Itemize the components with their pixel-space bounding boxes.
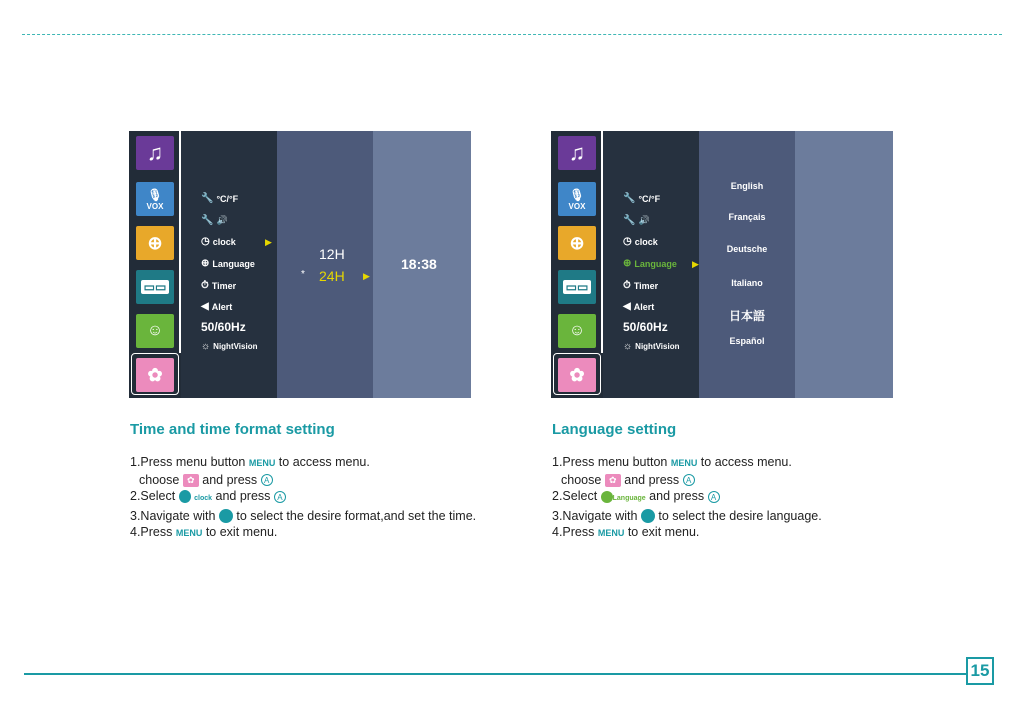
right-panel [795,131,893,398]
menu-item-label: Alert [633,301,655,312]
sidebar [129,131,181,398]
menu-item-timer [201,280,236,291]
step-text: choose [561,472,605,487]
step-text: 2.Select [130,489,179,503]
menu-item-temp [201,193,238,204]
format-options [277,131,373,398]
vox-label: VOX [568,201,586,211]
menu-item-nightvision [623,341,679,352]
sidebar [551,131,603,398]
menu-item-language [201,258,255,269]
page-number: 15 [966,657,994,685]
menu-item-language [623,258,677,269]
menu-item-label: 🔊 [216,215,228,225]
menu-item-label: Language [212,258,255,269]
timer-icon: ⏱ [201,280,209,291]
step-text: and press [212,489,274,503]
settings-menu [181,131,277,398]
step-text: to select the desire format,and set the time. [232,508,477,523]
step-text: 3.Navigate with [130,508,219,523]
a-button-icon: A [274,491,286,503]
menu-item-label: °C/°F [216,193,239,204]
menu-item-label: Language [634,258,677,269]
language-deutsche: Deutsche [726,244,768,254]
menu-item-nightvision [201,341,257,352]
step-text: 2.Select [552,489,601,503]
selected-star: * [301,269,305,280]
zoom-icon: ⊕ [136,226,174,260]
settings-icon: ✿ [183,474,199,487]
music-icon: ♫ [136,136,174,170]
menu-item-hz [201,320,246,334]
menu-item-label: Timer [633,280,659,291]
light-icon: ☼ [201,341,211,352]
menu-item-volume [201,215,228,226]
wrench-icon: 🔧 [623,193,636,204]
alert-icon: ◀ [623,301,631,312]
step-text: to exit menu. [624,525,700,539]
menu-button-label: MENU [248,458,276,468]
globe-icon [601,491,613,503]
step-text: 1.Press menu button [130,455,249,469]
language-label: Language [612,495,646,502]
menu-item-label: Timer [211,280,237,291]
menu-item-alert [201,301,232,312]
menu-item-label: 50/60Hz [623,320,668,334]
zoom-icon: ⊕ [558,226,596,260]
alert-icon: ◀ [201,301,209,312]
section-heading-time: Time and time format setting [130,421,335,438]
menu-item-label: clock [212,236,236,247]
screen-time-format [129,131,471,398]
step-text: and press [198,472,261,487]
baby-icon: ☺ [136,314,174,348]
step-text: 1.Press menu button [552,455,671,469]
wrench-icon: 🔧 [623,215,636,226]
top-dashed-divider [22,34,1002,35]
baby-icon: ☺ [558,314,596,348]
step-text: to exit menu. [202,525,278,539]
step-text: 4.Press [552,525,598,539]
menu-item-timer [623,280,658,291]
step-text: choose [139,472,183,487]
settings-menu [603,131,699,398]
settings-icon: ✿ [136,358,174,392]
a-button-icon: A [261,474,273,486]
language-francais: Français [728,212,766,222]
language-japanese: 日本語 [728,309,765,323]
clock-icon: ◷ [623,236,632,247]
arrow-right-icon: ▶ [363,271,370,281]
vox-icon: 🎙 VOX [558,182,596,216]
step-text: to select the desire language. [654,508,822,523]
step-text: 3.Navigate with [552,508,641,523]
camera-icon: ▭▭ [558,270,596,304]
navigation-pad-icon [641,509,655,523]
menu-item-temp [623,193,660,204]
timer-icon: ⏱ [623,280,631,291]
menu-item-label: Alert [211,301,233,312]
language-options [699,131,795,398]
light-icon: ☼ [623,341,633,352]
music-icon: ♫ [558,136,596,170]
time-display: 18:38 [401,256,437,272]
step-text: 4.Press [130,525,176,539]
option-12h: 12H [319,246,345,262]
a-button-icon: A [683,474,695,486]
step-text: and press [645,489,708,503]
menu-item-clock [623,236,658,247]
steps-language [552,454,822,542]
menu-item-label: NightVision [213,342,258,351]
a-button-icon: A [708,491,720,503]
settings-selection-box [553,353,601,395]
bottom-divider [24,673,966,675]
wrench-icon: 🔧 [201,215,214,226]
wrench-icon: 🔧 [201,193,214,204]
navigation-pad-icon [219,509,233,523]
menu-item-label: NightVision [635,342,680,351]
menu-item-label: °C/°F [638,193,661,204]
settings-selection-box [131,353,179,395]
arrow-right-icon: ▶ [265,237,272,247]
camera-icon: ▭▭ [136,270,174,304]
globe-icon: ⊕ [623,258,632,269]
language-english: English [730,181,764,191]
menu-item-clock [201,236,236,247]
clock-icon [179,490,191,503]
vox-icon: 🎙 VOX [136,182,174,216]
menu-item-label: 50/60Hz [201,320,246,334]
menu-item-alert [623,301,654,312]
language-espanol: Español [729,336,765,346]
clock-icon: ◷ [201,236,210,247]
language-italiano: Italiano [731,278,763,288]
time-panel [373,131,471,398]
menu-item-label: clock [634,236,658,247]
menu-button-label: MENU [175,528,203,538]
menu-button-label: MENU [597,528,625,538]
vox-label: VOX [146,201,164,211]
menu-item-label: 🔊 [638,215,650,225]
steps-time [130,454,476,542]
step-text: to access menu. [275,455,370,469]
menu-button-label: MENU [670,458,698,468]
settings-icon: ✿ [605,474,621,487]
settings-icon: ✿ [558,358,596,392]
globe-icon: ⊕ [201,258,210,269]
section-heading-language: Language setting [552,421,677,438]
menu-item-volume [623,215,650,226]
arrow-right-icon: ▶ [692,259,699,269]
option-24h: 24H [319,268,345,284]
step-text: and press [620,472,683,487]
step-text: to access menu. [697,455,792,469]
clock-label: clock [194,495,213,502]
screen-language [551,131,893,398]
menu-item-hz [623,320,668,334]
